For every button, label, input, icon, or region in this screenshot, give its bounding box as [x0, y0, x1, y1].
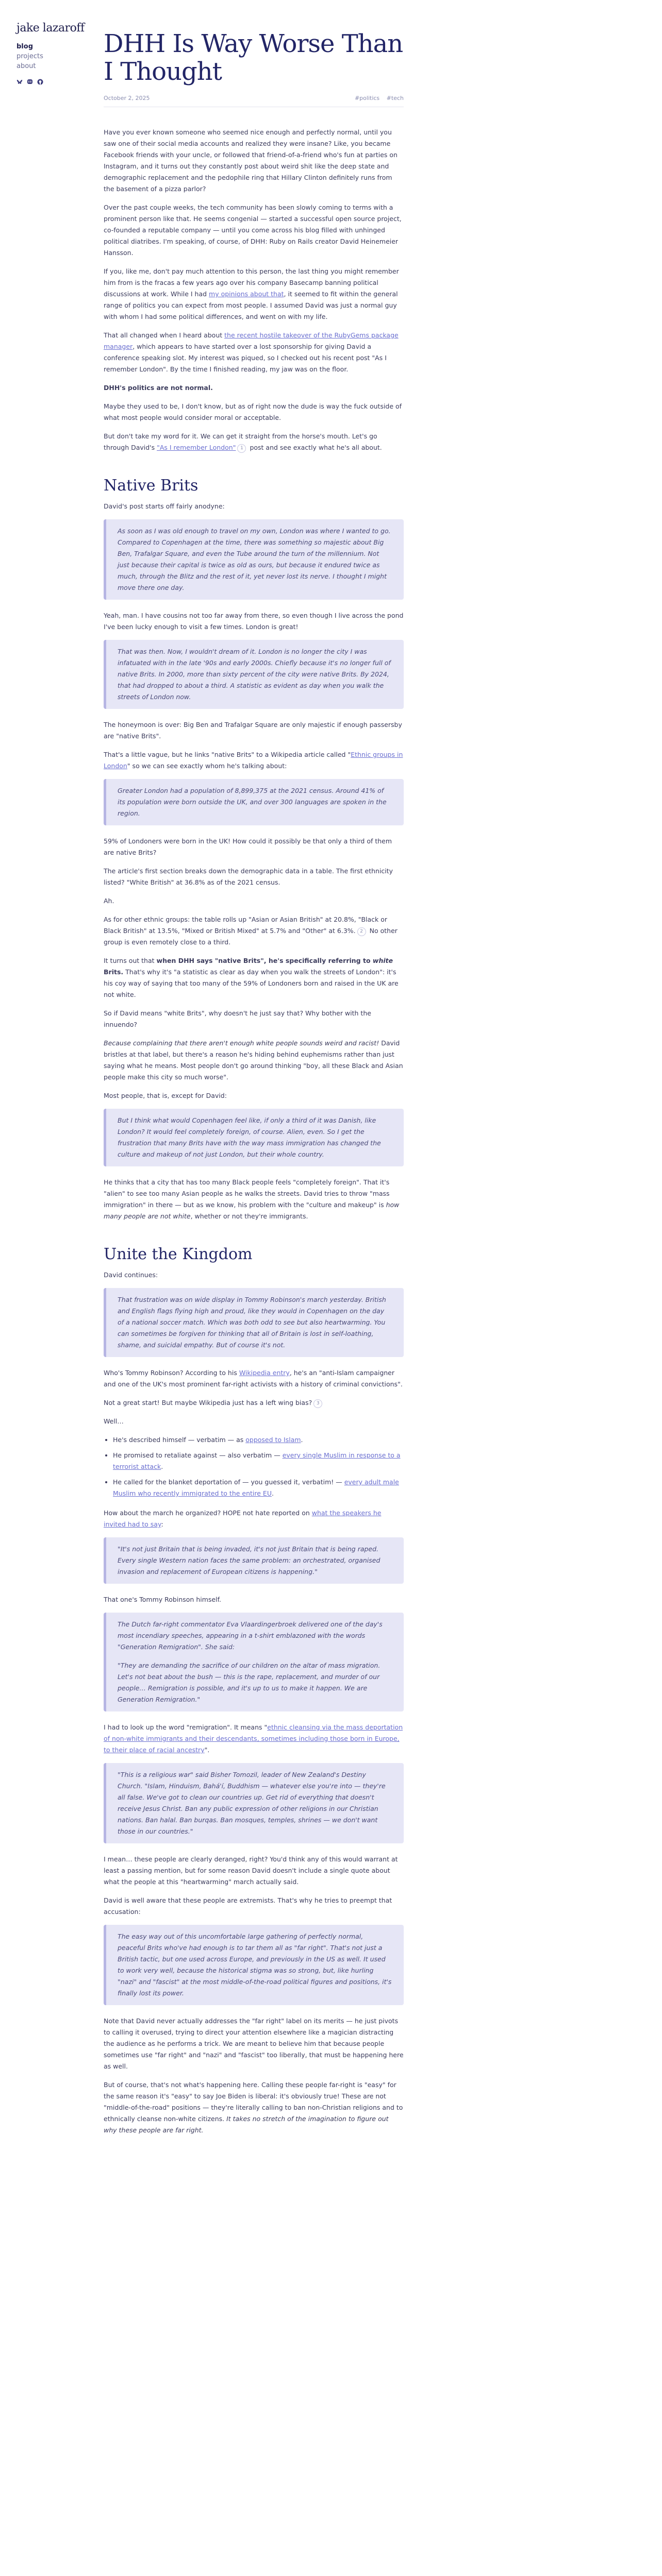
paragraph: If you, like me, don't pay much attention to this person, the last thing you might remember him from is the fracas a few years ago over his company Basecamp banning political discussions at work. While I had my opinions about that, it seemed to fit within the general range of politics you can expect from most people. I assumed David was just a normal guy with whom I had some political differences, and went on with my life.	[104, 267, 399, 320]
bluesky-icon[interactable]	[16, 77, 23, 83]
post-tags	[350, 95, 404, 101]
list-item: • He called for the blanket deportation of — you guessed it, verbatim! — every adult male Muslim who recently immigrated to the entire EU.	[113, 1477, 404, 1499]
paragraph: Over the past couple weeks, the tech community has been slowly coming to terms with a prominent person like that. He seems congenial — started a successful open source project, co-founded a reputable company — until you come across his blog filled with unhinged political diatribes. I'm speaking, of course, of DHH: Ruby on Rails creator David Heinemeier Hansson.	[104, 204, 402, 257]
paragraph: Maybe they used to be, I don't know, but as of right now the dude is way the fuck outside of what most people would consider moral or acceptable.	[104, 402, 402, 421]
paragraph: David's post starts off fairly anodyne:	[104, 502, 225, 510]
paragraph: Yeah, man. I have cousins not too far away from there, so even though I live across the pond I've been lucky enough to visit a few times. London is great!	[104, 612, 404, 631]
link-opposed-to-islam[interactable]: opposed to Islam	[245, 1436, 301, 1444]
post-content	[104, 127, 404, 2136]
site-nav	[16, 42, 94, 71]
paragraph: Not a great start! But maybe Wikipedia just has a left wing bias? 3	[104, 1397, 404, 1409]
article	[104, 30, 404, 2143]
paragraph: That all changed when I heard about the recent hostile takeover of the RubyGems package manager, which appears to have started over a lost sponsorship for giving David a conference speaking slot. My interest was piqued, so I checked out his recent post "As I remember London". By the time I finished reading, my jaw was on the floor.	[104, 331, 399, 373]
blockquote: As soon as I was old enough to travel on my own, London was where I wanted to go. Compared to Copenhagen at the time, there was something so majestic about Big Ben, Trafalgar Square, and even the Tube around the turn of the millennium. Not just because their capital is twice as old as ours, but because it endured twice as much, through the Blitz and the rest of it, yet never lost its nerve. I thought I might move there one day.	[104, 519, 404, 600]
blockquote: The Dutch far-right commentator Eva Vlaardingerbroek delivered one of the day's most incendiary speeches, appearing in a t-shirt emblazoned with the words "Generation Remigration". She said: "They are demanding the sacrifice of our children on the altar of mass migration. Let's not beat about the bush — this is the rape, replacement, and murder of our people… Remigration is possible, and it's up to us to make it happen. We are Generation Remigration."	[104, 1613, 404, 1711]
blockquote: "It's not just Britain that is being invaded, it's not just Britain that is being raped. Every single Western nation faces the same problem: an orchestrated, organised invasion and replacement of European citizens is happening."	[104, 1537, 404, 1584]
social-links	[16, 77, 94, 83]
footnote-ref[interactable]: 1	[237, 444, 246, 453]
nav-projects[interactable]: projects	[16, 53, 43, 60]
blockquote: That was then. Now, I wouldn't dream of it. London is no longer the city I was infatuated with in the late '90s and early 2000s. Chiefly because it's no longer full of native Brits. In 2000, more than sixty percent of the city were native Brits. By 2024, that had dropped to about a third. A statistic as evident as day when you walk the streets of London now.	[104, 640, 404, 709]
paragraph: That's a little vague, but he links "native Brits" to a Wikipedia article called "Ethnic groups in London" so we can see exactly whom he's talking about:	[104, 751, 403, 770]
tag-politics[interactable]: #politics	[354, 95, 380, 101]
paragraph: The article's first section breaks down the demographic data in a table. The first ethnicity listed? "White British" at 36.8% as of the 2021 census.	[104, 867, 393, 886]
paragraph: I mean… these people are clearly deranged, right? You'd think any of this would warrant at least a passing mention, but for some reason David doesn't include a single quote about what the people at this "heartwarming" march actually said.	[104, 1855, 398, 1886]
paragraph: David is well aware that these people are extremists. That's why he tries to preempt that accusation:	[104, 1896, 392, 1916]
github-icon[interactable]	[37, 77, 43, 83]
blockquote: But I think what would Copenhagen feel like, if only a third of it was Danish, like London? It would feel completely foreign, of course. Alien, even. So I get the frustration that many Brits have with the way mass immigration has changed the culture and makeup of not just London, but their whole country.	[104, 1109, 404, 1166]
link-remigration[interactable]: ethnic cleansing via the mass deportation of non-white immigrants and their descendants, sometimes including those born in Europe, to their place of racial ancestry	[104, 1723, 403, 1754]
paragraph: DHH's politics are not normal.	[104, 384, 213, 392]
paragraph: David continues:	[104, 1271, 158, 1279]
paragraph: The honeymoon is over: Big Ben and Trafalgar Square are only majestic if enough passersby are "native Brits".	[104, 721, 402, 740]
post-title: DHH Is Way Worse Than I Thought	[104, 29, 403, 86]
link-deportation[interactable]: every adult male Muslim who recently immigrated to the entire EU	[113, 1478, 399, 1497]
post-meta	[104, 95, 404, 107]
sidebar	[16, 22, 94, 83]
blockquote: That frustration was on wide display in Tommy Robinson's march yesterday. British and English flags flying high and proud, like they would in Copenhagen on the day of a national soccer match. Which was both odd to see but also heartwarming. You can sometimes be forgiven for thinking that all of Britain is lost in self-loathing, shame, and suicidal empathy. But of course it's not.	[104, 1288, 404, 1357]
paragraph: I had to look up the word "remigration". It means "ethnic cleansing via the mass deportation of non-white immigrants and their descendants, sometimes including those born in Europe, to their place of racial ancestry".	[104, 1723, 403, 1754]
paragraph: He thinks that a city that has too many Black people feels "completely foreign". That it's "alien" to see too many Asian people as he walks the streets. David tries to throw "mass immigration" in there — but as we know, his problem with the "culture and makeup" is how many people are not white, whether or not they're immigrants.	[104, 1178, 400, 1220]
blockquote: The easy way out of this uncomfortable large gathering of perfectly normal, peaceful Brits who've had enough is to tar them all as "far right". That's not just a British tactic, but one used across Europe, and previously in the US as well. It used to work very well, because the historical stigma was so strong, but, like hurling "nazi" and "fascist" at the most middle-of-the-road political figures and positions, it's finally lost its power.	[104, 1925, 404, 2005]
link-my-opinions[interactable]: my opinions about that	[209, 290, 284, 298]
paragraph: But don't take my word for it. We can get it straight from the horse's mouth. Let's go through David's "As I remember London" 1 post and see exactly what he's all about.	[104, 431, 404, 453]
nav-about[interactable]: about	[16, 62, 36, 70]
bullet-list	[104, 1434, 404, 1499]
paragraph: 59% of Londoners were born in the UK! How could it possibly be that only a third of them are native Brits?	[104, 837, 392, 856]
paragraph: How about the march he organized? HOPE not hate reported on what the speakers he invited had to say:	[104, 1509, 382, 1528]
site-title[interactable]: jake lazaroff	[16, 22, 85, 35]
link-rubygems-takeover[interactable]: the recent hostile takeover of the RubyGems package manager	[104, 331, 399, 350]
list-item: • He promised to retaliate against — also verbatim — every single Muslim in response to a terrorist attack.	[113, 1450, 404, 1472]
paragraph: Ah.	[104, 897, 114, 905]
paragraph: Well…	[104, 1417, 124, 1425]
paragraph: So if David means "white Brits", why doesn't he just say that? Why bother with the innuendo?	[104, 1009, 371, 1028]
paragraph: As for other ethnic groups: the table rolls up "Asian or Asian British" at 20.8%, "Black or Black British" at 13.5%, "Mixed or British Mixed" at 5.7% and "Other" at 6.3%. 2 No other group is even remotely close to a third.	[104, 916, 398, 946]
paragraph: Because complaining that there aren't enough white people sounds weird and racist! David bristles at that label, but there's a reason he's hiding behind euphemisms rather than just saying what he means. Most people don't go around thinking "boy, all these Black and Asian people make this city so much worse".	[104, 1039, 403, 1081]
footnote-ref[interactable]: 2	[357, 927, 366, 936]
link-retaliate[interactable]: every single Muslim in response to a terrorist attack	[113, 1451, 401, 1470]
mastodon-icon[interactable]	[27, 77, 33, 83]
list-item: • He's described himself — verbatim — as opposed to Islam.	[113, 1434, 404, 1446]
blockquote: "This is a religious war" said Bisher Tomozil, leader of New Zealand's Destiny Church. "Islam, Hinduism, Bahá'í, Buddhism — whatever else you're into — they're all false. We've got to clean our countries up. Get rid of everything that doesn't receive Jesus Christ. Ban any public expression of other religions in our Christian nations. Ban halal. Ban burqas. Ban mosques, temples, shrines — we don't want those in our countries."	[104, 1763, 404, 1843]
link-speakers[interactable]: what the speakers he invited had to say	[104, 1509, 382, 1528]
heading-unite-the-kingdom: Unite the Kingdom	[104, 1245, 253, 1263]
paragraph: Most people, that is, except for David:	[104, 1092, 227, 1099]
link-as-i-remember-london[interactable]: "As I remember London"	[157, 444, 236, 451]
tag-tech[interactable]: #tech	[386, 95, 404, 101]
paragraph: It turns out that when DHH says "native Brits", he's specifically referring to white Brits. That's why it's "a statistic as clear as day when you walk the streets of London": it's his coy way of saying that too many of the 59% of Londoners born and raised in the UK are not white.	[104, 957, 399, 998]
link-wikipedia-entry[interactable]: Wikipedia entry	[239, 1369, 290, 1377]
paragraph: Who's Tommy Robinson? According to his Wikipedia entry, he's an "anti-Islam campaigner and one of the UK's most prominent far-right activists with a history of criminal convictions".	[104, 1369, 403, 1388]
paragraph: But of course, that's not what's happening here. Calling these people far-right is "easy" for the same reason it's "easy" to say Joe Biden is liberal: it's obviously true! These are not "middle-of-the-road" positions — they're literally calling to ban non-Christian religions and to ethnically cleanse non-white citizens. It takes no stretch of the imagination to figure out why these people are far right.	[104, 2081, 403, 2134]
nav-blog[interactable]: blog	[16, 43, 33, 50]
paragraph: Note that David never actually addresses the "far right" label on its merits — he just pivots to calling it overused, trying to direct your attention elsewhere like a magician distracting the audience as he performs a trick. We are meant to believe him that because people sometimes use "far right" and "nazi" and "fascist" too liberally, that must be happening here as well.	[104, 2017, 404, 2070]
post-date: October 2, 2025	[104, 95, 150, 101]
heading-native-brits: Native Brits	[104, 477, 198, 495]
link-ethnic-groups-london[interactable]: Ethnic groups in London	[104, 751, 403, 770]
paragraph: That one's Tommy Robinson himself.	[104, 1596, 222, 1603]
blockquote: Greater London had a population of 8,899,375 at the 2021 census. Around 41% of its population were born outside the UK, and over 300 languages are spoken in the region.	[104, 779, 404, 825]
paragraph: Have you ever known someone who seemed nice enough and perfectly normal, until you saw one of their social media accounts and realized they were insane? Like, you became Facebook friends with your uncle, or followed that friend-of-a-friend who's fun at parties on Instagram, and it turns out they constantly post about weird shit like the deep state and demographic replacement and the pedophile ring that Hillary Clinton definitely runs from the basement of a pizza parlor?	[104, 128, 398, 193]
footnote-ref[interactable]: 3	[313, 1399, 322, 1408]
